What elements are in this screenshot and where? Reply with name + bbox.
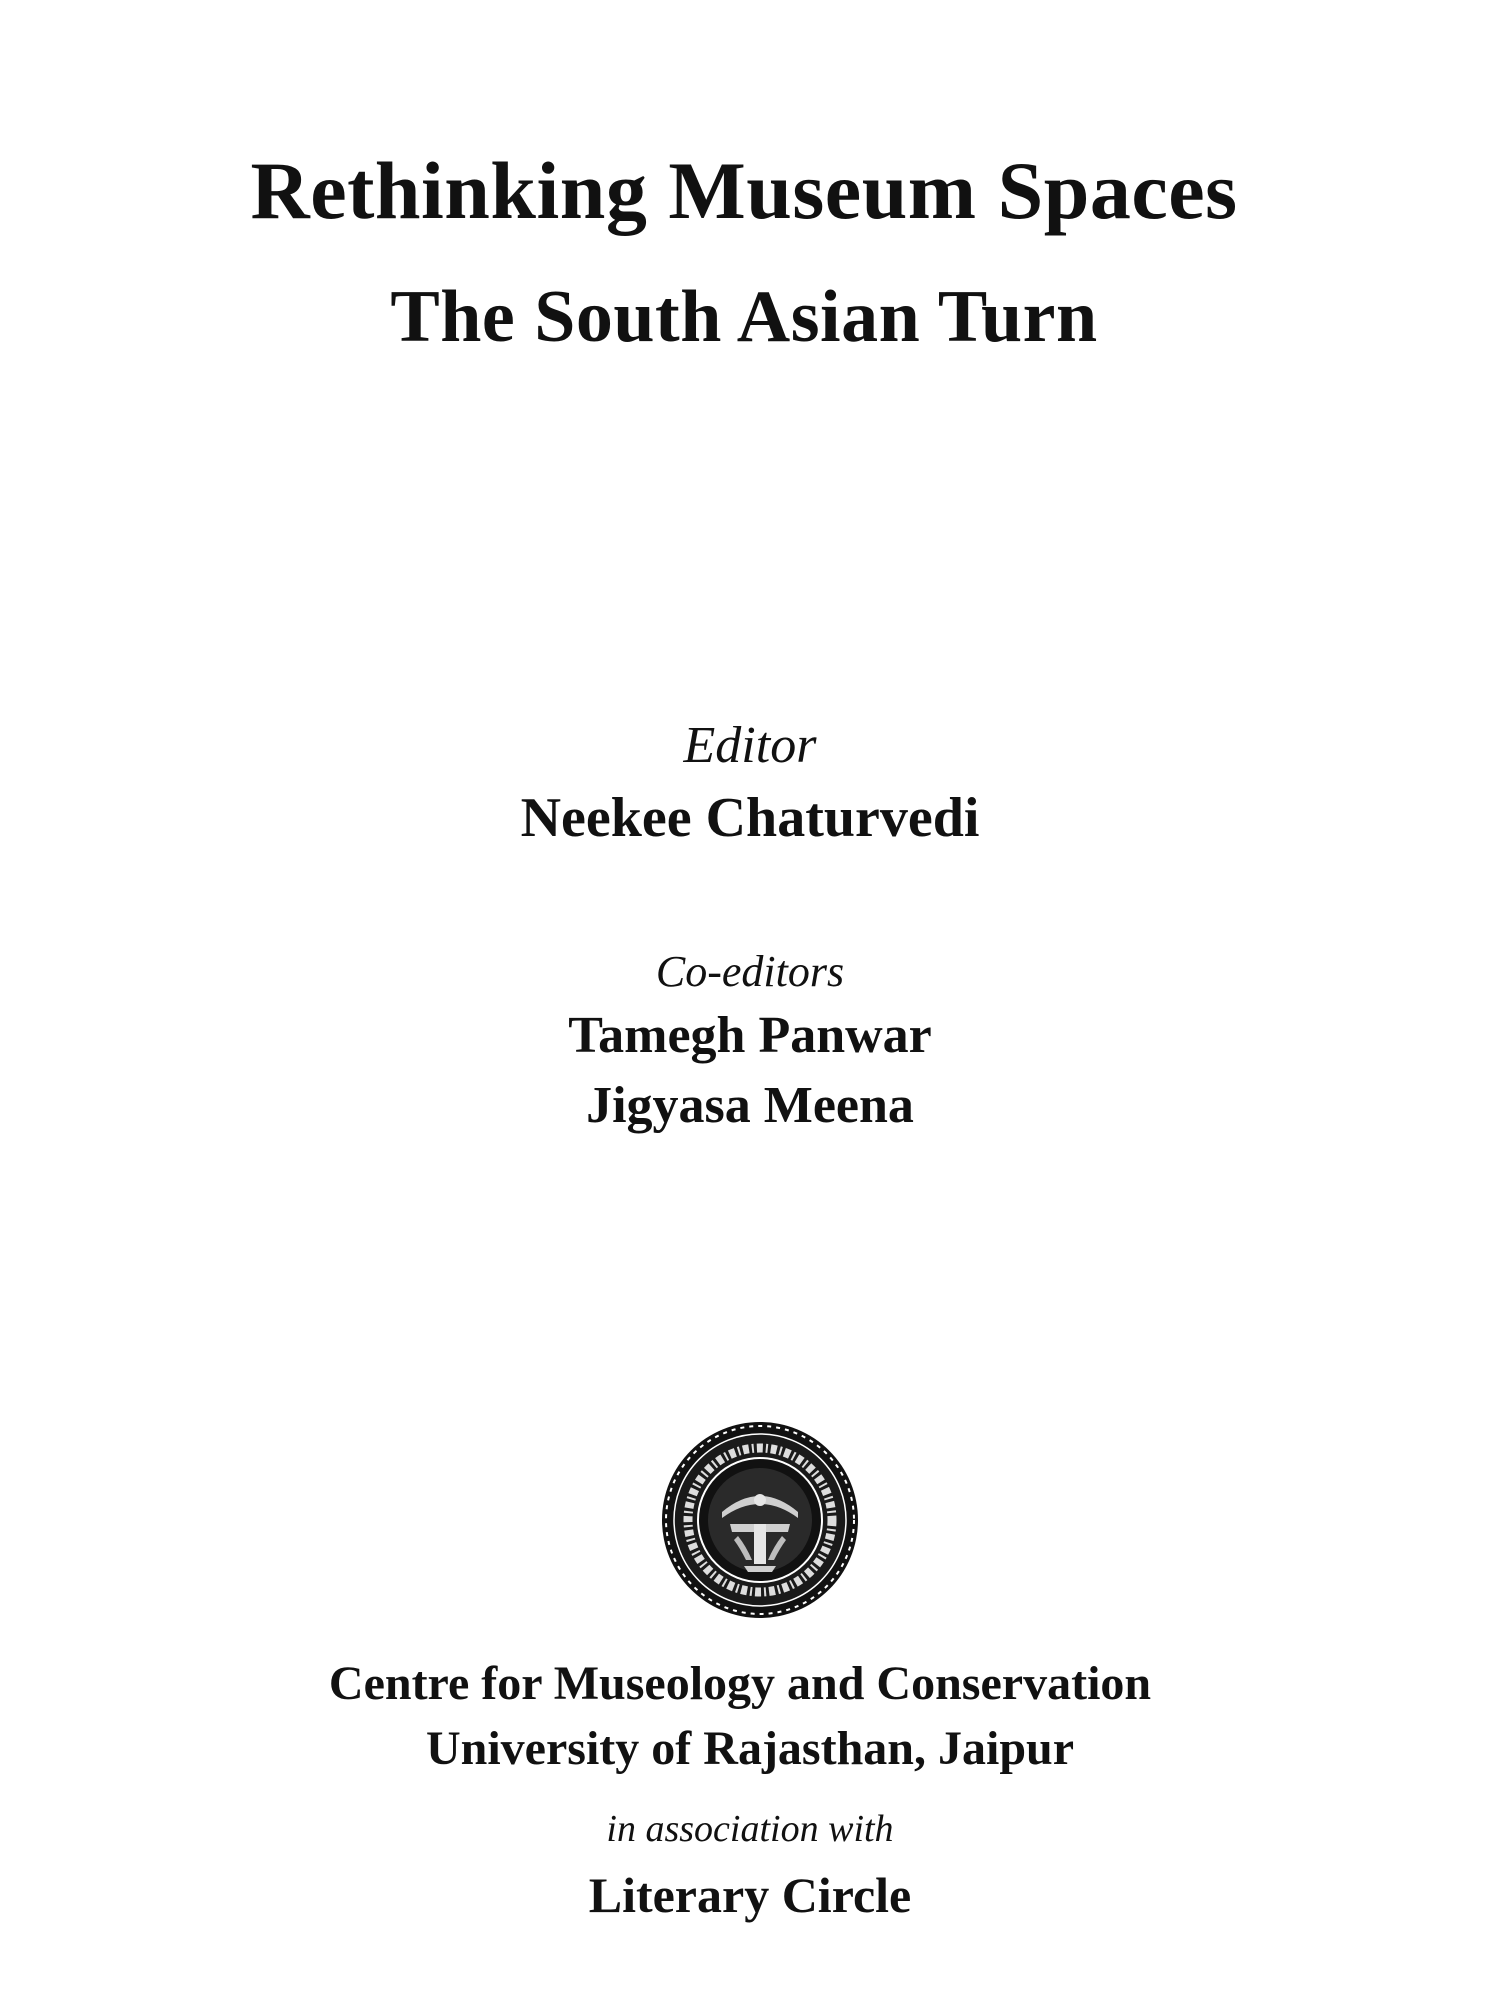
book-title: Rethinking Museum Spaces [250, 145, 1238, 236]
editor-label: Editor [683, 717, 817, 774]
coeditor-name: Jigyasa Meena [586, 1077, 914, 1134]
publisher-name: Centre for Museology and Conservation [328, 1657, 1152, 1710]
publisher-university: University of Rajasthan, Jaipur [425, 1722, 1075, 1775]
copublisher-name: Literary Circle [588, 1867, 912, 1923]
book-subtitle: The South Asian Turn [390, 276, 1098, 358]
editor-name: Neekee Chaturvedi [520, 787, 980, 849]
coeditors-label: Co-editors [655, 947, 845, 996]
coeditor-name: Tamegh Panwar [568, 1007, 932, 1064]
association-label: in association with [606, 1808, 894, 1850]
university-seal-icon [660, 1420, 860, 1620]
